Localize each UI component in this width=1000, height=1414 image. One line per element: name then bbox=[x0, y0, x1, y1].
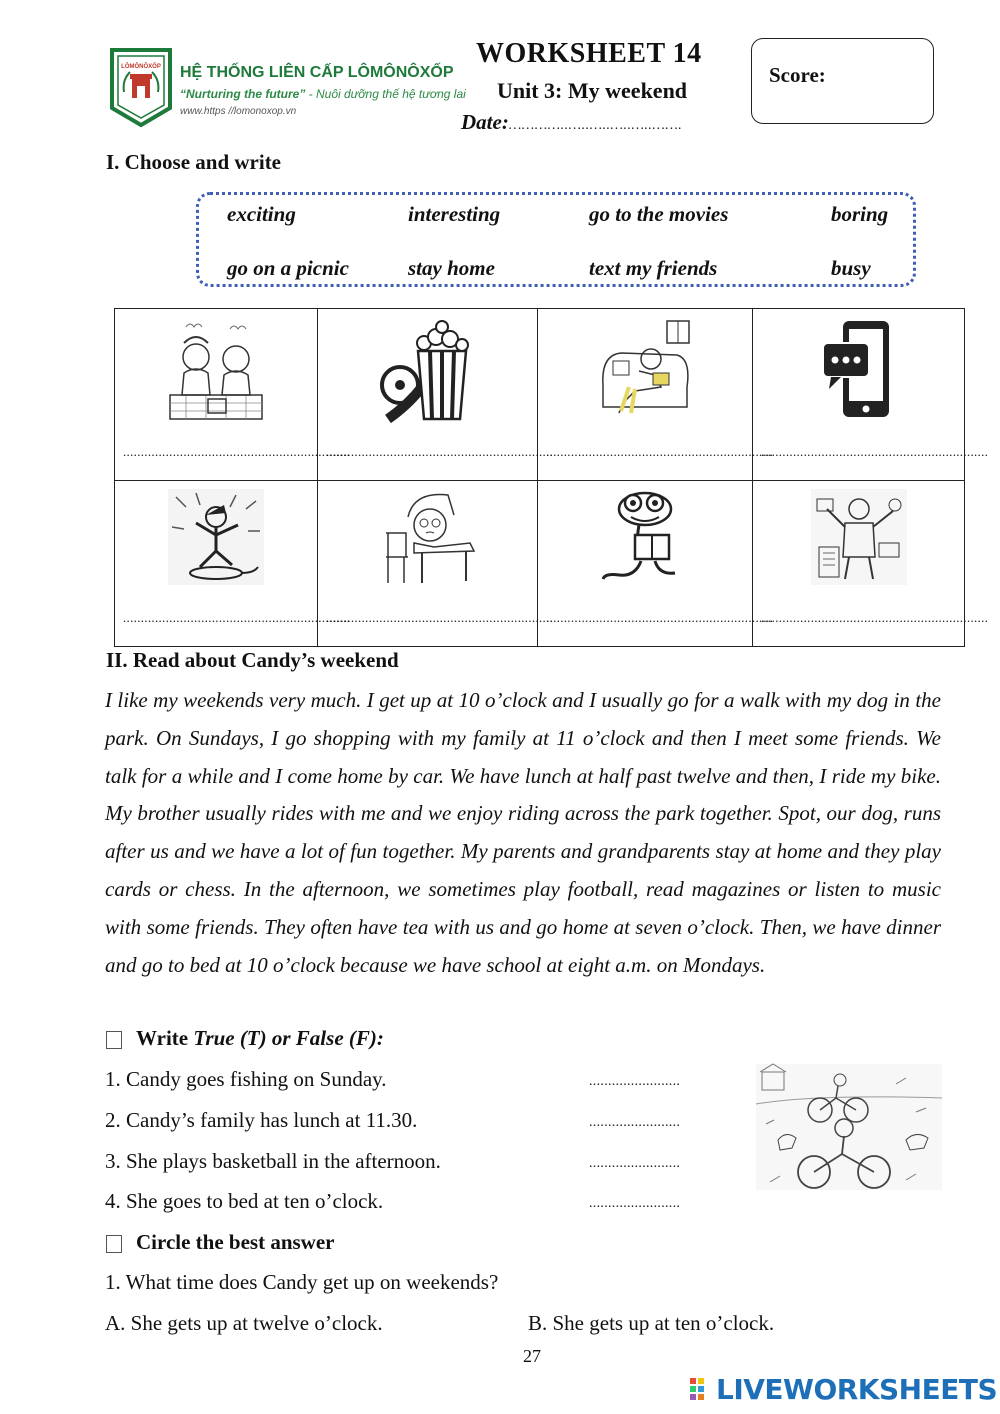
tf-heading-plain: Write bbox=[136, 1026, 194, 1050]
reading-worm-icon bbox=[595, 487, 695, 587]
word-exciting: exciting bbox=[227, 202, 296, 226]
tf-answer-3[interactable]: ........................ bbox=[589, 1156, 681, 1171]
bored-icon bbox=[378, 487, 478, 587]
section-2-heading: II. Read about Candy’s weekend bbox=[106, 648, 399, 672]
tf-question-2: 2. Candy’s family has lunch at 11.30. bbox=[105, 1108, 418, 1132]
tf-heading-italic: True (T) or False (F): bbox=[193, 1026, 384, 1050]
picture-cell bbox=[115, 309, 351, 481]
answer-blank[interactable]: ................................................................ bbox=[123, 610, 351, 625]
bike-riding-illustration-icon bbox=[756, 1064, 942, 1190]
word-go-on-a-picnic: go on a picnic bbox=[227, 256, 349, 280]
answer-blank[interactable]: ................................................................ bbox=[326, 444, 554, 459]
picture-cell bbox=[753, 481, 989, 647]
answer-blank[interactable]: ................................................................ bbox=[326, 610, 554, 625]
picture-grid bbox=[114, 308, 989, 647]
circle-heading-text: Circle the best answer bbox=[136, 1230, 335, 1254]
unit-title: Unit 3: My weekend bbox=[497, 78, 688, 103]
circle-answer-heading bbox=[106, 1230, 335, 1255]
score-box[interactable] bbox=[751, 38, 934, 124]
tf-answer-4[interactable]: ........................ bbox=[589, 1196, 681, 1211]
answer-blank[interactable]: ................................................................ bbox=[546, 610, 774, 625]
answer-blank[interactable]: ................................................................ bbox=[761, 610, 989, 625]
picture-cell bbox=[318, 481, 554, 647]
school-logo bbox=[108, 46, 466, 130]
answer-blank[interactable]: ................................................................ bbox=[761, 444, 989, 459]
liveworksheets-mark-icon bbox=[690, 1378, 712, 1402]
tf-answer-1[interactable]: ........................ bbox=[589, 1074, 681, 1089]
word-stay-home: stay home bbox=[408, 256, 495, 280]
picture-cell bbox=[538, 481, 774, 647]
school-name: HỆ THỐNG LIÊN CẤP LÔMÔNÔXỐP bbox=[180, 64, 454, 81]
word-interesting: interesting bbox=[408, 202, 501, 226]
movies-icon bbox=[378, 315, 478, 425]
mc-option-a[interactable]: A. She gets up at twelve o’clock. bbox=[105, 1311, 383, 1335]
score-label: Score: bbox=[769, 63, 826, 87]
mc-option-b[interactable]: B. She gets up at ten o’clock. bbox=[528, 1311, 775, 1335]
picture-cell bbox=[318, 309, 554, 481]
school-seal-icon bbox=[108, 46, 174, 128]
svg-text:LÔMÔNÔXỐP: LÔMÔNÔXỐP bbox=[121, 64, 161, 70]
word-go-to-the-movies: go to the movies bbox=[589, 202, 729, 226]
date-label: Date: bbox=[461, 110, 509, 134]
picture-cell bbox=[115, 481, 351, 647]
checkbox-icon bbox=[106, 1235, 122, 1253]
true-false-heading bbox=[106, 1026, 384, 1051]
school-motto bbox=[180, 87, 466, 101]
tf-question-4: 4. She goes to bed at ten o’clock. bbox=[105, 1189, 384, 1213]
word-busy: busy bbox=[831, 256, 871, 280]
motto-vi: - Nuôi dưỡng thế hệ tương lai bbox=[305, 87, 466, 101]
tf-answer-2[interactable]: ........................ bbox=[589, 1115, 681, 1130]
page-number: 27 bbox=[523, 1346, 541, 1366]
school-website: www.https //lomonoxop.vn bbox=[180, 106, 297, 117]
word-bank bbox=[196, 192, 916, 287]
picture-cell bbox=[753, 309, 989, 481]
tf-question-3: 3. She plays basketball in the afternoon. bbox=[105, 1149, 441, 1173]
word-boring: boring bbox=[831, 202, 889, 226]
reading-passage: I like my weekends very much. I get up at 10 o’clock and I usually go for a walk with my dog in the park. On Sundays, I go shopping with my family at 11 o’clock and then I meet some friends. We talk for a while and I come home by car. We have lunch at half past twelve and then, I ride my bike. My brother usually rides with me and we enjoy riding across the park together. Spot, our dog, runs after us and we have a lot of fun together. My parents and grandparents stay at home and they play cards or chess. In the afternoon, we sometimes play football, read magazines or listen to music with some friends. They often have tea with us and go home at seven o’clock. Then, we have dinner and go to bed at 10 o’clock because we have school at eight a.m. on Mondays. bbox=[105, 688, 941, 977]
stay-home-icon bbox=[595, 315, 695, 425]
picture-cell bbox=[538, 309, 774, 481]
exciting-icon bbox=[166, 487, 266, 587]
word-text-my-friends: text my friends bbox=[589, 256, 718, 280]
busy-man-icon bbox=[809, 487, 909, 587]
answer-blank[interactable]: ................................................................ bbox=[123, 444, 351, 459]
picnic-icon bbox=[166, 315, 266, 425]
checkbox-icon bbox=[106, 1031, 122, 1049]
liveworksheets-brand: LIVEWORKSHEETS bbox=[716, 1373, 998, 1406]
date-blank[interactable]: …………..…..…..…..…..……. bbox=[508, 118, 683, 133]
tf-question-1: 1. Candy goes fishing on Sunday. bbox=[105, 1067, 387, 1091]
motto-quote: “Nurturing the future” bbox=[180, 87, 306, 101]
worksheet-title: WORKSHEET 14 bbox=[476, 38, 702, 69]
mc-question-1: 1. What time does Candy get up on weekends? bbox=[105, 1270, 499, 1294]
section-1-heading: I. Choose and write bbox=[106, 150, 282, 174]
text-message-icon bbox=[809, 315, 909, 425]
date-row bbox=[461, 110, 682, 135]
answer-blank[interactable]: ................................................................ bbox=[546, 444, 774, 459]
